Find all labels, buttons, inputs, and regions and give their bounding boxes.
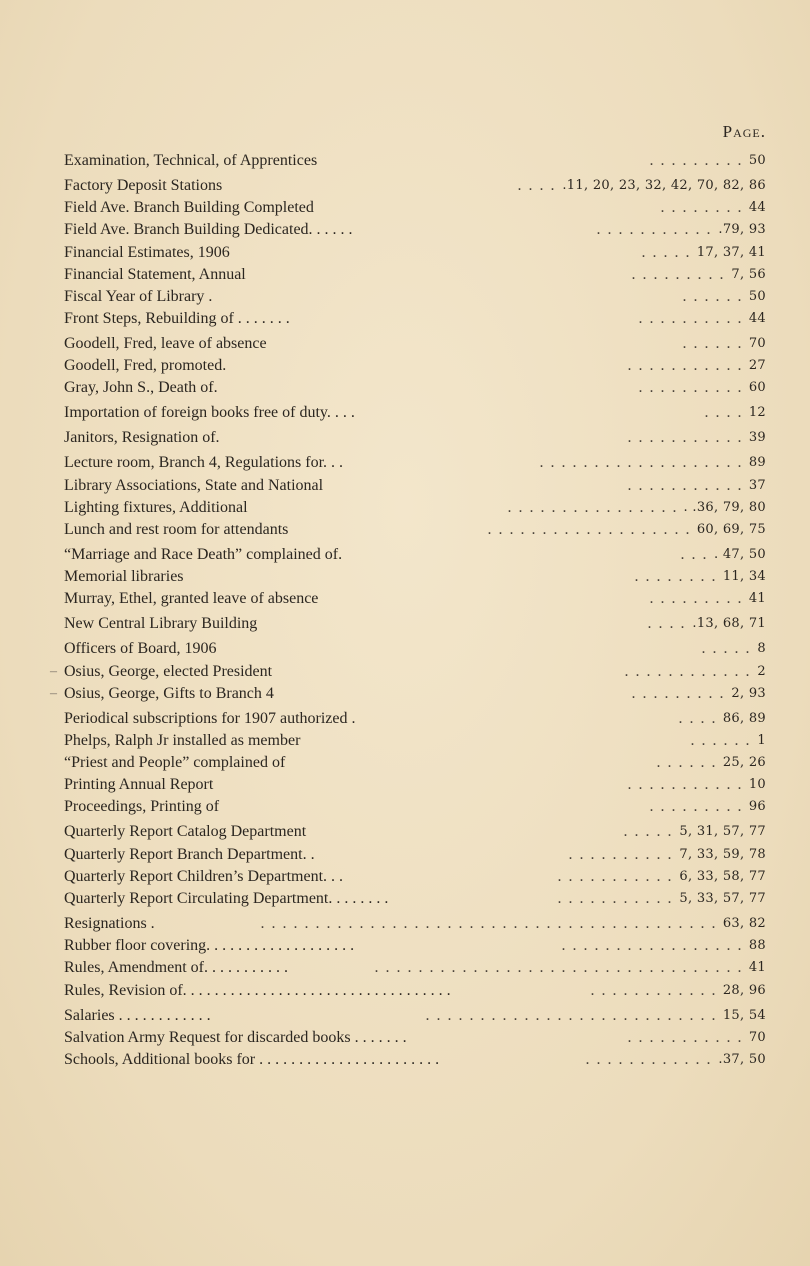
dot-leader: . . . . . . . . .	[649, 590, 743, 608]
entry-title: Lunch and rest room for attendants	[64, 520, 289, 538]
index-entry	[64, 796, 766, 818]
index-entry	[64, 175, 766, 197]
index-entry	[64, 242, 766, 264]
entry-title: Officers of Board, 1906	[64, 640, 217, 658]
entry-page-numbers: 39	[748, 430, 766, 446]
entry-title: Schools, Additional books for . . . . . . . . . . . . . . . . . . . . . . .	[64, 1050, 440, 1068]
dot-leader: . . . . . . . . . . . .	[585, 1050, 712, 1068]
entry-page-numbers: .11, 20, 23, 32, 42, 70, 82, 86	[562, 177, 766, 193]
entry-page-numbers: 17, 37, 41	[696, 244, 766, 260]
index-entry	[64, 888, 766, 910]
entry-title: Janitors, Resignation of.	[64, 429, 220, 447]
entry-title: Goodell, Fred, promoted.	[64, 357, 227, 375]
dot-leader: . . . . . .	[690, 731, 751, 749]
entry-title: Memorial libraries	[64, 568, 184, 586]
index-entry	[64, 730, 766, 752]
dot-leader: . . . . . . . . . .	[638, 310, 743, 328]
entry-page-numbers: 8	[757, 641, 766, 657]
index-entry	[64, 355, 766, 377]
entry-title: Rules, Revision of. . . . . . . . . . . . . . . . . . . . . . . . . . . . . . . . . .	[64, 981, 451, 999]
entry-page-numbers: 41	[748, 960, 766, 976]
entry-page-numbers: 89	[748, 455, 766, 471]
entry-title: Printing Annual Report	[64, 776, 214, 794]
index-entry	[64, 844, 766, 866]
entry-page-numbers: 2	[757, 663, 766, 679]
entry-page-numbers: 88	[748, 938, 766, 954]
index-entry	[64, 377, 766, 399]
dot-leader: . . . . .	[701, 640, 751, 658]
dot-leader: . . . . .	[623, 823, 673, 841]
dot-leader: . . . .	[704, 404, 743, 422]
entry-title: Rubber floor covering. . . . . . . . . . . . . . . . . . .	[64, 937, 355, 955]
entry-title: Phelps, Ralph Jr installed as member	[64, 731, 301, 749]
entry-title: Quarterly Report Children’s Department. . .	[64, 867, 344, 885]
entry-page-numbers: 70	[748, 1029, 766, 1045]
entry-title: Quarterly Report Catalog Department	[64, 823, 307, 841]
index-list	[50, 150, 766, 1071]
index-entry	[64, 588, 766, 610]
dot-leader: . . . .	[678, 709, 717, 727]
dot-leader: . . . . . .	[656, 754, 717, 772]
index-entry	[64, 980, 766, 1002]
index-entry	[64, 1049, 766, 1071]
entry-title: Periodical subscriptions for 1907 authorized .	[64, 709, 356, 727]
index-entry	[64, 935, 766, 957]
entry-title: Rules, Amendment of. . . . . . . . . . .	[64, 959, 288, 977]
index-entry	[64, 957, 766, 979]
dot-leader: . . . . . . . . . . .	[557, 889, 673, 907]
index-entry	[64, 708, 766, 730]
dot-leader: . . . . . . . . . . . . . . . . . . .	[539, 454, 743, 472]
entry-page-numbers: . .36, 79, 80	[683, 499, 766, 515]
index-entry	[64, 497, 766, 519]
entry-title: Factory Deposit Stations	[64, 176, 223, 194]
dot-leader: . . . . . . . . . . .	[627, 1028, 743, 1046]
index-entry	[64, 1027, 766, 1049]
dot-leader: . . . . . . . . . . .	[627, 357, 743, 375]
entry-page-numbers: 7, 56	[731, 266, 766, 282]
entry-page-numbers: 50	[748, 288, 766, 304]
entry-page-numbers: 11, 34	[722, 569, 766, 585]
entry-title: Lighting fixtures, Additional	[64, 498, 248, 516]
dot-leader: . . . .	[647, 615, 686, 633]
dot-leader: . . . .	[517, 176, 556, 194]
entry-title: Goodell, Fred, leave of absence	[64, 335, 267, 353]
index-entry	[50, 683, 766, 705]
index-entry	[64, 197, 766, 219]
margin-mark: –	[50, 663, 57, 679]
dot-leader: . . . . . . . . .	[649, 798, 743, 816]
index-entry	[64, 333, 766, 355]
entry-page-numbers: .37, 50	[718, 1051, 766, 1067]
entry-title: Examination, Technical, of Apprentices	[64, 152, 318, 169]
index-entry	[64, 1005, 766, 1027]
entry-title: Field Ave. Branch Building Dedicated. . . . . .	[64, 221, 353, 239]
index-entry	[64, 452, 766, 474]
entry-page-numbers: .13, 68, 71	[692, 616, 766, 632]
entry-title: New Central Library Building	[64, 615, 258, 633]
index-entry	[64, 752, 766, 774]
entry-page-numbers: 6, 33, 58, 77	[679, 868, 766, 884]
entry-page-numbers: 41	[748, 591, 766, 607]
index-entry	[64, 774, 766, 796]
dot-leader: . . . . . . . . . . . . . . . . . . . . . . . . . . . . . . . . . . . . . . . . . .	[260, 914, 717, 932]
entry-page-numbers: 1	[757, 732, 766, 748]
dot-leader: . . . . . . . . . . . . . . . . . . . . . . . . . . . . . . . . . .	[374, 959, 743, 977]
index-entry	[64, 427, 766, 449]
entry-page-numbers: . 47, 50	[713, 546, 766, 562]
dot-leader: . . . . . . . . . . . .	[624, 662, 751, 680]
entry-page-numbers: 50	[748, 153, 766, 168]
entry-page-numbers: 2, 93	[731, 685, 766, 701]
entry-page-numbers: 12	[748, 405, 766, 421]
dot-leader: . . . . . . . . .	[649, 152, 743, 169]
index-entry	[64, 402, 766, 424]
dot-leader: . . . . . . . . . . . . . . . . . . . . . . . . . . .	[425, 1006, 717, 1024]
entry-title: Financial Estimates, 1906	[64, 243, 230, 261]
entry-page-numbers: 25, 26	[722, 755, 766, 771]
dot-leader: . . . . . . . .	[660, 199, 743, 217]
dot-leader: . . .	[680, 545, 708, 563]
index-entry	[64, 566, 766, 588]
index-entry	[64, 286, 766, 308]
index-entry	[64, 519, 766, 541]
entry-title: “Marriage and Race Death” complained of.	[64, 545, 343, 563]
entry-title: Fiscal Year of Library .	[64, 287, 213, 305]
index-entry	[64, 913, 766, 935]
entry-page-numbers: 10	[748, 777, 766, 793]
dot-leader: . . . . . . . . . . .	[627, 476, 743, 494]
entry-title: Proceedings, Printing of	[64, 798, 220, 816]
entry-title: Field Ave. Branch Building Completed	[64, 199, 314, 217]
entry-title: Lecture room, Branch 4, Regulations for. . .	[64, 454, 344, 472]
entry-title: Quarterly Report Circulating Department. . . . . . . .	[64, 889, 389, 907]
dot-leader: . . . . . . . . . . .	[596, 221, 712, 239]
margin-mark: –	[50, 685, 57, 701]
index-entry	[64, 866, 766, 888]
entry-page-numbers: 63, 82	[722, 915, 766, 931]
dot-leader: . . . . . . . . . .	[568, 845, 673, 863]
dot-leader: . . . . . . . . .	[631, 265, 725, 283]
index-entry	[64, 638, 766, 660]
dot-leader: . . . . . . . . . . .	[627, 429, 743, 447]
entry-page-numbers: 44	[748, 200, 766, 216]
entry-page-numbers: 5, 33, 57, 77	[679, 890, 766, 906]
entry-page-numbers: 44	[748, 311, 766, 327]
index-entry	[64, 219, 766, 241]
entry-title: Resignations .	[64, 914, 155, 932]
dot-leader: . . . . . . . . . . . . . . . . .	[561, 937, 743, 955]
index-entry	[64, 475, 766, 497]
entry-page-numbers: .79, 93	[718, 222, 766, 238]
entry-page-numbers: 60, 69, 75	[696, 521, 766, 537]
entry-page-numbers: 86, 89	[722, 710, 766, 726]
entry-page-numbers: 96	[748, 799, 766, 815]
index-entry	[64, 150, 766, 172]
entry-page-numbers: 28, 96	[722, 982, 766, 998]
entry-title: Osius, George, elected President	[64, 662, 273, 680]
entry-title: Quarterly Report Branch Department. .	[64, 845, 315, 863]
index-entry	[64, 613, 766, 635]
entry-page-numbers: 60	[748, 380, 766, 396]
entry-page-numbers: 15, 54	[722, 1007, 766, 1023]
entry-page-numbers: 7, 33, 59, 78	[679, 846, 766, 862]
dot-leader: . . . . . . . . . . . . . . . . . . .	[487, 520, 691, 538]
entry-title: “Priest and People” complained of	[64, 754, 286, 772]
dot-leader: . . . . . . . . . . .	[627, 776, 743, 794]
dot-leader: . . . . .	[641, 243, 691, 261]
index-entry	[64, 264, 766, 286]
entry-page-numbers: 5, 31, 57, 77	[679, 824, 766, 840]
index-entry	[50, 661, 766, 683]
dot-leader: . . . . . . . . . . . .	[590, 981, 717, 999]
entry-title: Front Steps, Rebuilding of . . . . . . .	[64, 310, 290, 328]
entry-title: Importation of foreign books free of duty. . . .	[64, 404, 355, 422]
index-entry	[64, 821, 766, 843]
entry-page-numbers: 37	[748, 477, 766, 493]
index-entry	[64, 308, 766, 330]
entry-title: Murray, Ethel, granted leave of absence	[64, 590, 319, 608]
dot-leader: . . . . . . . .	[634, 568, 717, 586]
dot-leader: . . . . . . . . . . . . . . . .	[507, 498, 678, 516]
page-column-header: Page.	[722, 122, 766, 141]
index-entry	[64, 544, 766, 566]
entry-title: Osius, George, Gifts to Branch 4	[64, 684, 274, 702]
dot-leader: . . . . . . . . . . .	[557, 867, 673, 885]
dot-leader: . . . . . .	[682, 287, 743, 305]
entry-title: Library Associations, State and National	[64, 476, 324, 494]
entry-title: Salaries . . . . . . . . . . . .	[64, 1006, 211, 1024]
dot-leader: . . . . . . . . .	[631, 684, 725, 702]
entry-page-numbers: 27	[748, 358, 766, 374]
entry-title: Financial Statement, Annual	[64, 265, 246, 283]
dot-leader: . . . . . .	[682, 335, 743, 353]
entry-page-numbers: 70	[748, 336, 766, 352]
entry-title: Salvation Army Request for discarded books . . . . . . .	[64, 1028, 407, 1046]
entry-title: Gray, John S., Death of.	[64, 379, 218, 397]
dot-leader: . . . . . . . . . .	[638, 379, 743, 397]
